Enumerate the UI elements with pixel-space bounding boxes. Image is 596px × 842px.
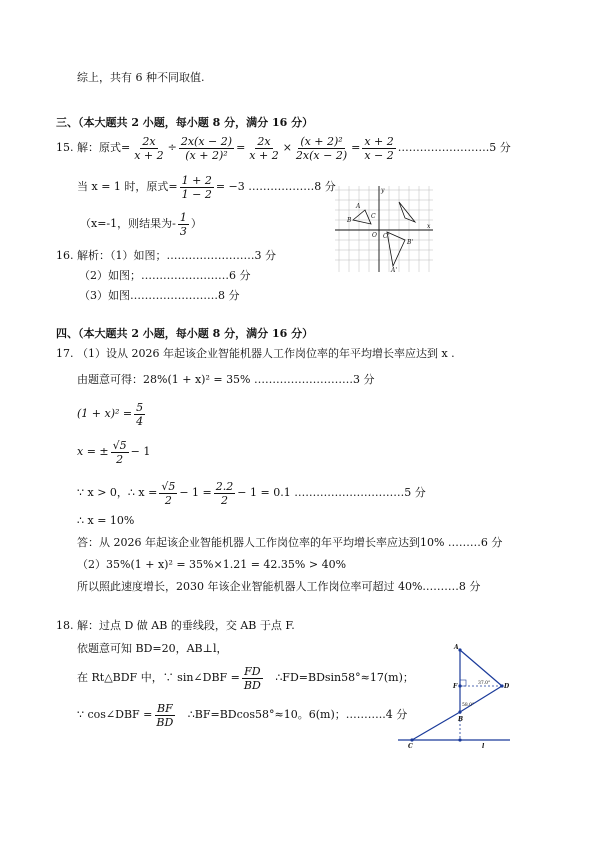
svg-text:37.0°: 37.0° xyxy=(478,681,491,686)
q15-frac7: $\frac{1}{3}$ xyxy=(179,210,187,238)
q16-line3: （3）如图……………………8 分 xyxy=(79,289,240,302)
q18-line3: 在 Rt△BDF 中，∵ sin∠DBF = $\frac{FD}{BD}$ ∴FD=BDsin58°≈17(m)； xyxy=(77,664,414,692)
q15-frac6: $\frac{1 + 2}{1 - 2}$ xyxy=(181,173,212,201)
svg-text:C: C xyxy=(408,743,413,750)
svg-text:A: A xyxy=(454,644,459,651)
q18-frac-bf-bd: $\frac{BF}{BD}$ xyxy=(156,701,174,729)
q17-line1: 17. （1）设从 2026 年起该企业智能机器人工作岗位率的年平均增长率应达到 x . xyxy=(56,347,455,360)
section-three-heading: 三、（本大题共 2 小题，每小题 8 分，满分 16 分） xyxy=(56,116,314,129)
q15-frac4: $\frac{\text{(x + 2)²}}{2x(x - 2)}$ xyxy=(295,134,348,162)
q18-line2: 依题意可知 BD=20，AB⊥l， xyxy=(77,642,228,655)
triangle-abc xyxy=(353,210,371,224)
q18-geometry-figure xyxy=(398,640,514,752)
q17-line5: ∵ x > 0，∴ x = $\frac{√5}{2}$ − 1 = $\frac{2.2}{2}$ − 1 = 0.1 …………………………5 分 xyxy=(77,479,426,507)
section-four-heading: 四、（本大题共 2 小题，每小题 8 分，满分 16 分） xyxy=(56,327,314,340)
q17-frac-a: $\frac{√5}{2}$ xyxy=(161,479,176,507)
svg-text:C': C' xyxy=(383,233,390,240)
q17-line2: 由题意可得：28%(1 + x)² = 35% ………………………3 分 xyxy=(77,373,375,386)
svg-text:A: A xyxy=(356,203,361,210)
q17-frac-sqrt5-2: $\frac{√5}{2}$ xyxy=(112,438,127,466)
svg-text:F: F xyxy=(453,683,458,690)
svg-text:D: D xyxy=(504,683,510,690)
q15-score1: …………………….5 分 xyxy=(397,141,511,154)
q17-frac-5-4: $\frac{5}{4}$ xyxy=(136,400,144,428)
svg-text:y: y xyxy=(381,187,385,194)
svg-text:B: B xyxy=(458,716,464,723)
q15-line1: 15. 解：原式= $\frac{2x}{x + 2}$ ÷ $\frac{2x(x - 2)}{\text{(x + 2)²}}$ = $\frac{2x}{x + 2}$ × $\frac{\text{(x + 2)²}}{2x(x - 2)}$ = $\frac{x + 2}{x - 2}$ …………………….5 分 xyxy=(56,134,511,162)
q15-label: 15. xyxy=(56,141,74,154)
q16-line2: （2）如图；……………………6 分 xyxy=(79,269,251,282)
triangle-a1b1c1 xyxy=(387,232,405,266)
q16-line1: 16. 解析：（1）如图；……………………3 分 xyxy=(56,249,276,262)
svg-text:58.0°: 58.0° xyxy=(462,703,475,708)
q18-frac-fd-bd: $\frac{FD}{BD}$ xyxy=(243,664,261,692)
q15-frac5: $\frac{x + 2}{x - 2}$ xyxy=(364,134,394,162)
q17-line4: x = ± $\frac{√5}{2}$ − 1 xyxy=(77,438,151,466)
svg-text:l: l xyxy=(482,743,485,750)
q17-line6: ∴ x = 10% xyxy=(77,514,135,527)
q15-frac3: $\frac{2x}{x + 2}$ xyxy=(249,134,279,162)
q15-frac1: $\frac{2x}{x + 2}$ xyxy=(134,134,164,162)
q17-line9: 所以照此速度增长，2030 年该企业智能机器人工作岗位率可超过 40%.………8 分 xyxy=(77,580,481,593)
segment-bd xyxy=(460,686,502,712)
svg-text:A': A' xyxy=(391,267,397,272)
summary-line: 综上，共有 6 种不同取值. xyxy=(77,71,205,84)
svg-text:x: x xyxy=(427,223,431,230)
q17-line7: 答：从 2026 年起该企业智能机器人工作岗位率的年平均增长率应达到10% ………6 分 xyxy=(77,536,503,549)
q16-grid-figure xyxy=(335,186,433,272)
q15-line3: （x=-1，则结果为- $\frac{1}{3}$ ） xyxy=(80,210,202,238)
q17-line8: （2）35%(1 + x)² = 35%×1.21 = 42.35% > 40% xyxy=(77,558,347,571)
q17-line3: (1 + x)² = $\frac{5}{4}$ xyxy=(77,400,144,428)
segment-cb xyxy=(412,712,460,740)
q15-frac2: $\frac{2x(x - 2)}{\text{(x + 2)²}}$ xyxy=(180,134,233,162)
q18-line1: 18. 解：过点 D 做 AB 的垂线段，交 AB 于点 F. xyxy=(56,619,295,632)
q15-prefix: 解：原式= xyxy=(77,141,131,154)
triangle-rotated xyxy=(399,202,415,222)
svg-text:O: O xyxy=(372,232,377,239)
q18-line4: ∵ cos∠DBF = $\frac{BF}{BD}$ ∴BF=BDcos58°≈10。6(m)；………..4 分 xyxy=(77,701,408,729)
q17-frac-b: $\frac{2.2}{2}$ xyxy=(215,479,234,507)
svg-text:C: C xyxy=(371,213,376,220)
svg-text:B': B' xyxy=(407,239,414,246)
q15-line2: 当 x = 1 时，原式= $\frac{1 + 2}{1 - 2}$ = −3 ………………8 分 xyxy=(77,173,336,201)
svg-text:B: B xyxy=(347,217,352,224)
